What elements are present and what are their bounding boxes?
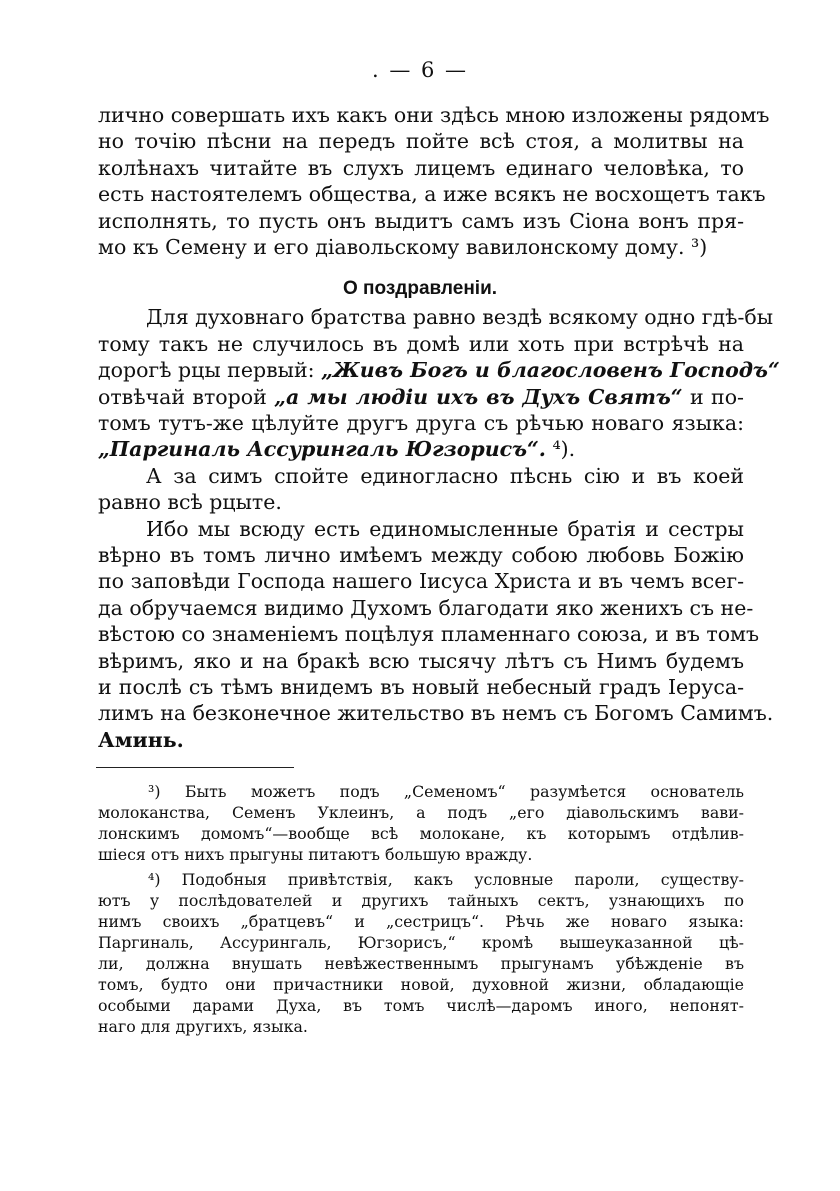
text-line: исполнять, то пусть онъ выдитъ самъ изъ Сіона вонъ пря-	[98, 208, 744, 233]
footnote-line: молоканства, Семенъ Уклеинъ, а подъ „его діавольскимъ вави-	[98, 803, 744, 823]
text-segment: и по-	[682, 384, 744, 409]
footnote-line: ютъ у послѣдователей и другихъ тайныхъ сектъ, узнающихъ по	[98, 891, 744, 911]
new-tongue-phrase: „Паргиналь Ассурингаль Югзорисъ“.	[98, 437, 546, 462]
text-line	[98, 357, 780, 383]
text-line: Для духовнаго братства равно вездѣ всякому одно гдѣ-бы	[146, 305, 774, 330]
text-line: и послѣ съ тѣмъ внидемъ въ новый небесный градъ Іерусa-	[98, 675, 744, 699]
text-line: вѣримъ, яко и на бракѣ всю тысячу лѣтъ съ Нимъ будемъ	[98, 648, 744, 673]
footnote-line: ⁴) Подобныя привѣтствія, какъ условные пароли, существу-	[148, 870, 744, 890]
text-line: Ибо мы всюду есть единомысленные братія и сестры	[146, 516, 744, 541]
page-number: . — 6 —	[371, 58, 469, 82]
footnote-line: лонскимъ домомъ“—вообще всѣ молокане, къ которымъ отдѣлив-	[98, 824, 744, 844]
footnote-line: ³) Быть можетъ подъ „Семеномъ“ разумѣется основатель	[148, 782, 744, 802]
response-phrase: „а мы людіи ихъ въ Духъ Святъ“	[274, 384, 683, 409]
footnote-line: шіеся отъ нихъ прыгуны питаютъ большую вражду.	[98, 845, 533, 865]
footnote-line: нимъ своихъ „братцевъ“ и „сестрицъ“. Рѣчь же новаго языка:	[98, 912, 744, 932]
footnote-line: особыми дарами Духа, въ томъ числѣ—даромъ иного, непонят-	[98, 996, 744, 1016]
text-line: есть настоятелемъ общества, а иже всякъ не восхощетъ такъ	[98, 182, 766, 207]
text-line: Аминь.	[98, 727, 184, 752]
text-line: но точію пѣсни на передъ пойте всѣ стоя, а молитвы на	[98, 129, 744, 154]
text-line: вѣрно въ томъ лично имѣемъ между собою любовь Божію	[98, 543, 744, 567]
text-line: А за симъ спойте единогласно пѣснь сію и въ коей	[146, 463, 744, 488]
text-line: равно всѣ рцыте.	[98, 490, 282, 515]
footnote-line: Паргиналь, Ассурингаль, Югзорисъ,“ кромѣ вышеуказанной цѣ-	[98, 933, 744, 953]
text-segment: дорогѣ рцы первый:	[98, 358, 322, 383]
footnote-line: ли, должна внушать невѣжественнымъ прыгунамъ убѣжденіе въ	[98, 954, 744, 974]
greeting-phrase: „Живъ Богъ и благословенъ Господъ“	[321, 358, 780, 383]
footnote-divider	[96, 767, 294, 768]
text-line: лимъ на безконечное жительство въ немъ съ Богомъ Самимъ.	[98, 701, 774, 726]
text-line: лично совершать ихъ какъ они здѣсь мною изложены рядомъ	[98, 103, 770, 127]
text-line: тому такъ не случилось въ домѣ или хоть при встрѣчѣ на	[98, 331, 744, 356]
footnote-line: томъ, будто они причастники новой, духовной жизни, обладающіе	[98, 975, 744, 995]
text-line: по заповѣди Господа нашего Іисуса Христа и въ чемъ всег-	[98, 569, 744, 594]
text-line: томъ тутъ-же цѣлуйте другъ друга съ рѣчью новаго языка:	[98, 411, 744, 435]
text-line	[98, 384, 744, 410]
text-segment: ⁴).	[545, 437, 576, 462]
section-title: О поздравленіи.	[342, 278, 498, 300]
text-line: мо къ Семену и его діавольскому вавилонскому дому. ³)	[98, 235, 708, 259]
footnote-line: наго для другихъ, языка.	[98, 1017, 308, 1037]
text-line: да обручаемся видимо Духомъ благодати яко женихъ съ не-	[98, 595, 754, 620]
text-line	[98, 436, 575, 462]
text-line: вѣстою со знаменіемъ поцѣлуя пламеннаго союза, и въ томъ	[98, 622, 760, 647]
text-segment: отвѣчай второй	[98, 384, 275, 409]
text-line: колѣнахъ читайте въ слухъ лицемъ единаго человѣка, то	[98, 155, 744, 180]
